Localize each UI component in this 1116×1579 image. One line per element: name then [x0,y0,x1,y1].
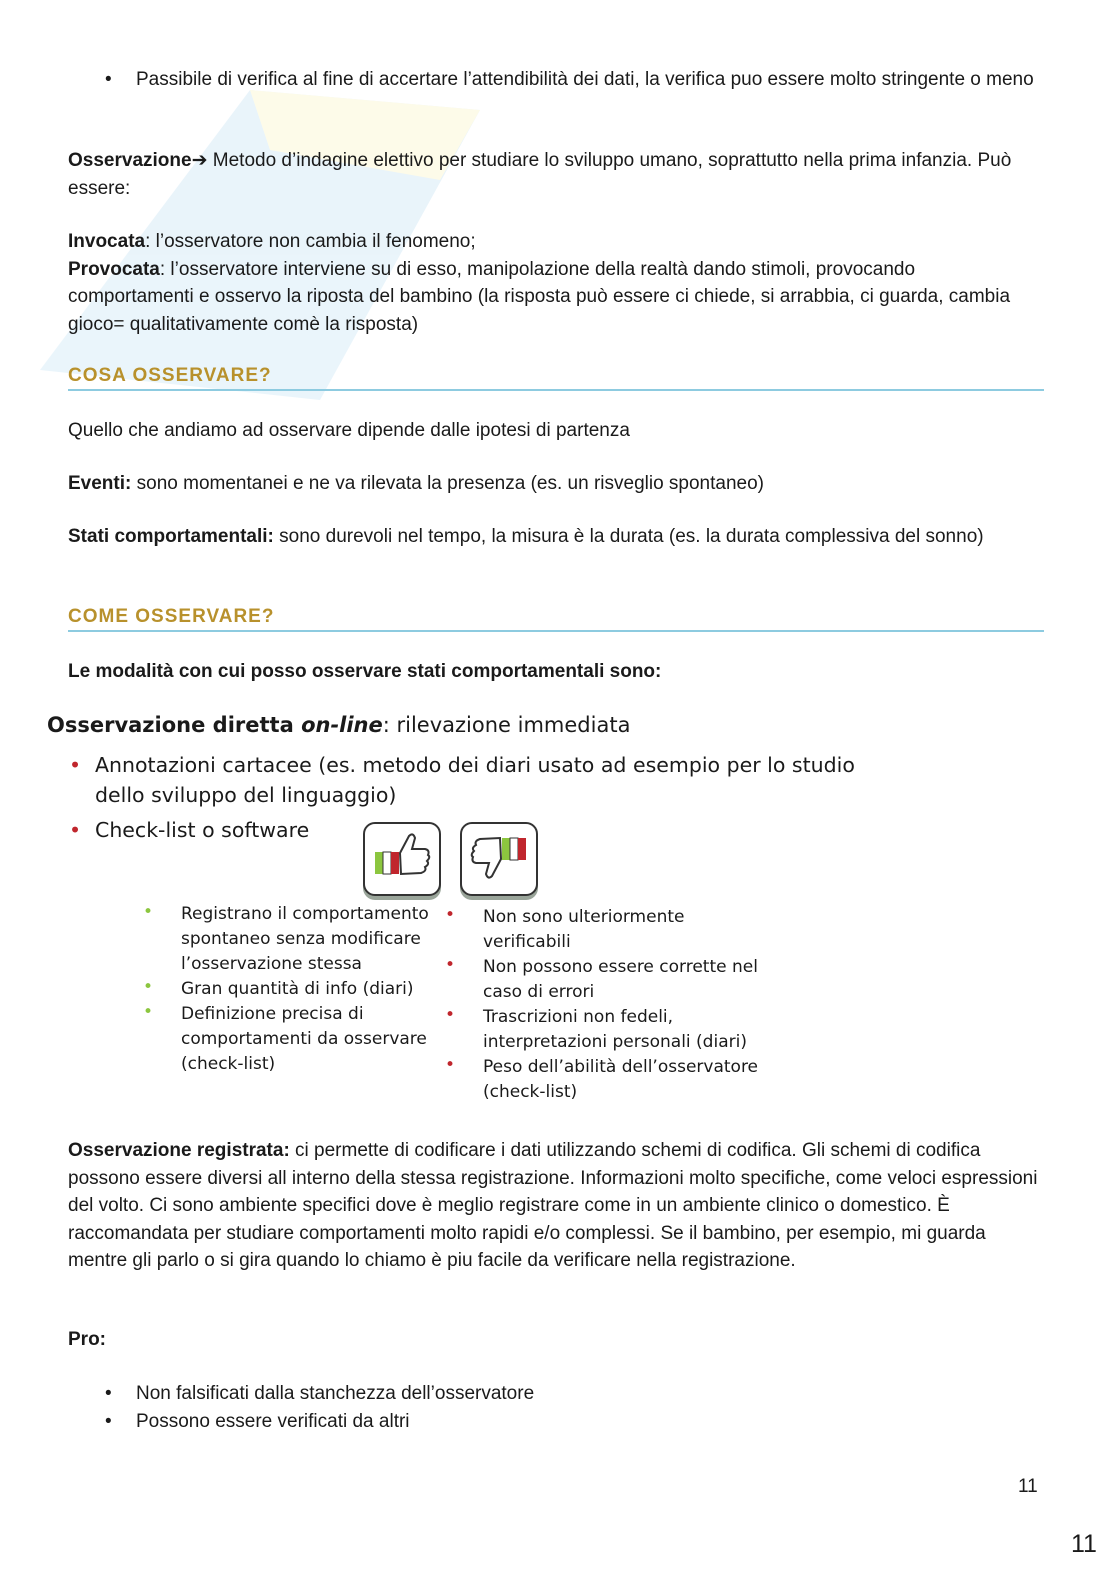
bullet: • [105,69,112,90]
list-item: • Check-list o software [95,815,395,845]
top-bullet-list [105,66,1046,94]
list-item: • Registrano il comportamento spontaneo senza modificare l’osservazione stessa [143,902,429,974]
registrata-term: Osservazione registrata: [68,1140,290,1161]
slide-list [69,750,855,810]
bullet: • [105,1383,112,1404]
heading-come-osservare: COME OSSERVARE? [68,606,275,627]
osservazione-term: Osservazione [68,150,192,171]
heading-rule [68,630,1044,632]
invocata-term: Invocata [68,231,146,252]
bullet: • [445,955,456,975]
pro-label: Pro: [68,1329,106,1350]
slide-title: Osservazione diretta on-line: rilevazione immediata [47,713,631,737]
list-item: • Trascrizioni non fedeli, interpretazioni personali (diari) [445,1005,747,1052]
list-item: • Annotazioni cartacee (es. metodo dei diari usato ad esempio per lo studio dello sviluppo del linguaggio) [95,750,855,810]
cons-list [445,905,773,1105]
osservazione-paragraph: Osservazione➔ Metodo d’indagine elettivo per studiare lo sviluppo umano, soprattutto nella prima infanzia. Può essere: [68,150,1012,199]
stati-paragraph: Stati comportamentali: sono durevoli nel tempo, la misura è la durata (es. la durata complessiva del sonno) [68,526,984,547]
eventi-paragraph: Eventi: sono momentanei e ne va rilevata la presenza (es. un risveglio spontaneo) [68,473,764,494]
list-item: • Passibile di verifica al fine di accertare l’attendibilità dei dati, la verifica puo essere molto stringente o meno [136,66,1046,94]
page-number-corner: 11 [1071,1530,1097,1558]
list-item: • Possono essere verificati da altri [136,1408,1036,1436]
list-item: • Non possono essere corrette nel caso di errori [445,955,758,1002]
invocata-provocata-paragraph: Invocata: l’osservatore non cambia il fenomeno; Provocata: l’osservatore interviene su di esso, manipolazione della realtà dando stimoli, provocando comportamenti e osservo la riposta del bambino (la risposta può essere ci chiede, si arrabbia, ci guarda, cambia gioco= qualitativamente comè la risposta) [68,231,1011,335]
list-item: • Non sono ulteriormente verificabili [445,905,685,952]
eventi-term: Eventi: [68,473,132,494]
page-number: 11 [1018,1476,1038,1497]
heading-cosa-osservare: COSA OSSERVARE? [68,365,272,386]
bullet: • [69,753,82,777]
stati-term: Stati comportamentali: [68,526,274,547]
provocata-term: Provocata [68,258,160,280]
bullet: • [143,1002,154,1022]
list-item: • Peso dell’abilità dell’osservatore (check-list) [445,1055,759,1102]
slide-list [69,815,395,845]
bullet: • [445,1005,456,1025]
list-item: • Gran quantità di info (diari) [143,977,414,999]
bullet: • [445,1055,456,1075]
list-item: • Non falsificati dalla stanchezza dell’osservatore [136,1380,1036,1408]
arrow-icon: ➔ [191,150,208,171]
bullet: • [69,818,82,842]
cosa-intro: Quello che andiamo ad osservare dipende dalle ipotesi di partenza [68,420,630,441]
bullet: • [105,1411,112,1432]
bullet: • [143,977,154,997]
thumbs-up-icon [363,822,441,896]
bullet: • [445,905,456,925]
thumbs-down-icon [460,822,538,896]
list-item: • Definizione precisa di comportamenti da osservare (check-list) [143,1002,427,1074]
bullet: • [143,902,154,922]
pro-list [105,1380,1036,1436]
pros-list [143,902,436,1077]
heading-rule [68,389,1044,391]
registrata-paragraph: Osservazione registrata: ci permette di codificare i dati utilizzando schemi di codifica. Gli schemi di codifica possono essere diversi all interno della stessa registrazione. Informazioni molto specifiche, come veloci espressioni del volto. Ci sono ambiente specifici dove è meglio registrare come in un ambiente clinico o domestico. È raccomandata per studiare comportamenti molto rapidi e/o complessi. Se il bambino, per esempio, mi guarda mentre gli parlo o si gira quando lo chiamo è piu facile da verificare nella registrazione. [68,1140,1038,1271]
modalita-paragraph: Le modalità con cui posso osservare stati comportamentali sono: [68,661,662,682]
